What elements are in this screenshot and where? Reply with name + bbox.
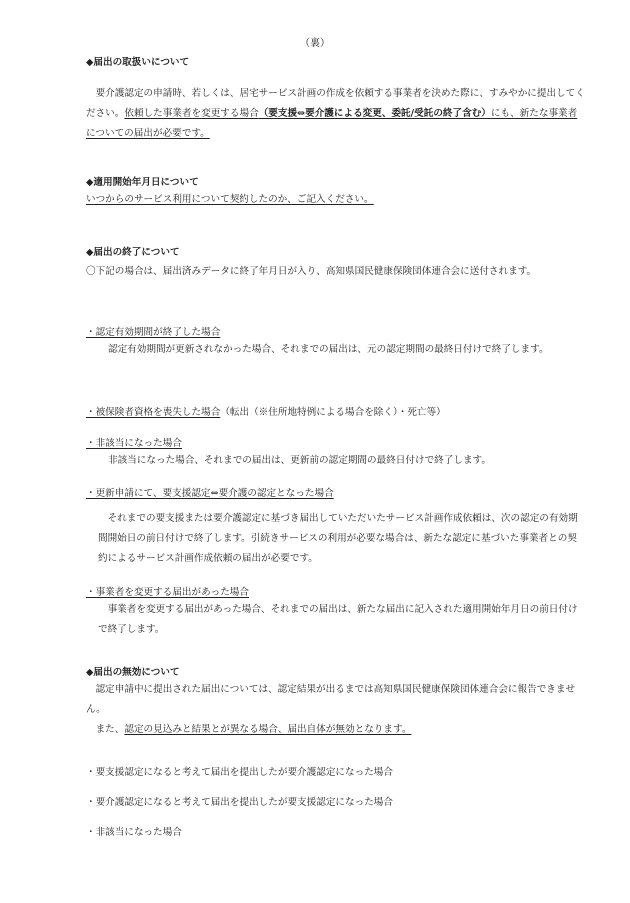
end-item-2	[86, 406, 586, 420]
invalid-body2-underlined: 認定の見込みと結果とが異なる場合、届出自体が無効となります。	[124, 724, 412, 736]
handling-body-underlined: 依頼した事業者を変更する場合	[124, 108, 259, 120]
section-handling-heading: ◆届出の取扱いについて	[86, 57, 190, 68]
end-item-2-title-line	[86, 406, 586, 420]
handling-body-plain: 要介護認定の申請時、若しくは、居宅サービス計画の作成を依頼する事業者を決めた際に、すみやかに提出してください。	[86, 88, 585, 120]
handling-body-bold-underlined: （要支援⇔要介護による変更、委託/受託の終了含む）	[258, 108, 491, 120]
end-item-3-title: ・非該当になった場合	[86, 438, 182, 449]
end-item-5-title: ・事業者を変更する届出があった場合	[86, 587, 249, 598]
invalid-case-3: ・非該当になった場合	[86, 827, 182, 838]
section-invalid-body1: 認定申請中に提出された届出については、認定結果が出るまでは高知県国民健康保険団体連合会に報告できません。	[86, 684, 576, 716]
invalid-case-2: ・要介護認定になると考えて届出を提出したが要支援認定になった場合	[86, 797, 393, 808]
section-end	[86, 246, 586, 282]
end-item-4-body: それまでの要支援または要介護認定に基づき届出していただいたサービス計画作成依頼は、次の認定の有効期間開始日の前日付けで終了します。引続きサービスの利用が必要な場合は、新たな認定に基づいた事業者との契約によるサービス計画作成依頼の届出が必要です。	[98, 513, 578, 565]
end-item-2-title-suffix: （転出（※住所地特例による場合を除く）・死亡等）	[220, 407, 446, 418]
section-handling-body	[86, 84, 586, 144]
section-end-heading: ◆届出の終了について	[86, 247, 180, 258]
section-invalid-heading: ◆届出の無効について	[86, 667, 180, 678]
end-item-1-body: 認定有効期間が更新されなかった場合、それまでの届出は、元の認定期間の最終日付けで終了します。	[108, 344, 549, 356]
end-item-1	[86, 326, 586, 360]
end-item-4	[86, 487, 586, 569]
end-item-4-title: ・更新申請にて、要支援認定⇔要介護の認定となった場合	[86, 488, 334, 499]
section-invalid	[86, 666, 586, 740]
section-end-intro: 〇下記の場合は、届出済みデータに終了年月日が入り、高知県国民健康保険団体連合会に送付されます。	[86, 266, 537, 278]
section-handling	[86, 56, 586, 144]
invalid-body2-plain: また、	[95, 724, 125, 736]
page-side-mark: （裏）	[300, 38, 330, 49]
end-item-3	[86, 437, 586, 471]
section-start-date	[86, 176, 586, 208]
end-item-3-body: 非該当になった場合、それまでの届出は、更新前の認定期間の最終日付けで終了します。	[108, 455, 491, 467]
end-item-2-title: ・被保険者資格を喪失した場合	[86, 407, 221, 418]
end-item-5	[86, 586, 586, 640]
section-start-date-body: いつからのサービス利用について契約したのか、ご記入ください。	[86, 194, 374, 206]
section-invalid-body2	[86, 720, 586, 740]
invalid-case-1: ・要支援認定になると考えて届出を提出したが要介護認定になった場合	[86, 767, 393, 778]
handling-body-tail: にも、新たな事業者についての届出が必要です。	[86, 108, 578, 140]
section-start-date-heading: ◆適用開始年月日について	[86, 177, 199, 188]
end-item-1-title: ・認定有効期間が終了した場合	[86, 327, 221, 338]
end-item-5-body: 事業者を変更する届出があった場合、それまでの届出は、新たな届出に記入された適用開始年月日の前日付けで終了します。	[98, 604, 578, 636]
